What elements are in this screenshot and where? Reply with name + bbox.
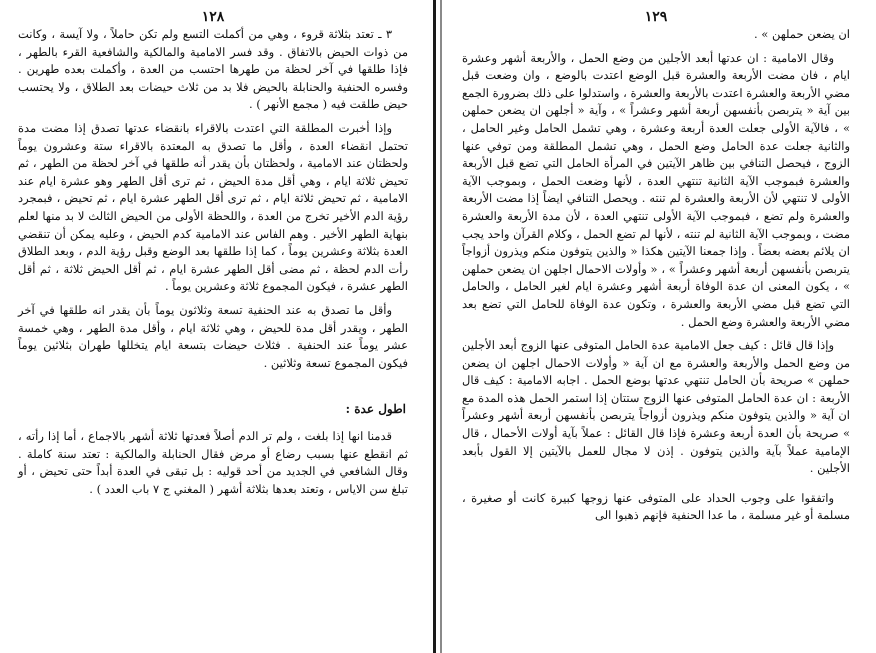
gutter-rule [440,0,442,653]
left-page [0,0,428,653]
paragraph: وإذا أخبرت المطلقة التي اعتدت بالاقراء بانقضاء عدتها تصدق إذا مضت مدة تحتمل انقضاء العدة ، وأقل ما تصدق به المعتدة بالاقراء ستة وعشرون يوماً ولحظتان عند الامامية ، ولحظتان بأن يقدر أنه طلقها في آخر لحظة من الطهر ، ثم تحيض ثلاثة ايام ، وهي أقل مدة الحيض ، ثم ترى أقل الطهر وهو عشرة ايام عند الامامية ، ثم تحيض ثلاثة ايام ، ثم ترى أقل الطهر عشرة ايام ، ثم تحيض ، فبمجرد رؤية الدم الأخير تخرج من العدة ، واللحظة الأولى من الحيض الثالث لا بد منها لعلم بنهاية الطهر الأخير . وهم الفاس عند الامامية كدم الحيض ، وعليه يمكن أن تنقضي العدة بثلاثة وعشرين يوماً ، كما إذا طلقها بعد الوضع وقبل رؤية الدم ، وبعد الطلاق رأت الدم لحظة ، ثم مضى أقل الطهر عشرة ايام ، ثم أقل الحيض ثلاثة ، ثم أقل الطهر عشرة ، فيكون المجموع ثلاثة وعشرين يوماً . [18,120,408,294]
right-page [448,0,876,653]
paragraph: وإذا قال قائل : كيف جعل الامامية عدة الحامل المتوفى عنها الزوج أبعد الأجلين من وضع الحمل والأربعة والعشرة مع ان آية « وأولات الاحمال اجلهن ان يضعن حملهن » صريحة بأن الحامل تنتهي عدتها بوضع الحمل . اجابه الامامية : كيف قال الأربعة : ان عدة الحامل المتوفى عنها الزوج ستتان إذا استمر الحمل هذه المدة مع ان آية « والذين يتوفون منكم ويذرون أزواجاً يتربصن بأنفسهن أربعة أشهر وعشراً » صريحة بأن العدة أربعة وعشرة فإذا قال القائل : عملاً بآية أولات الأحمال ، قال الإمامية عملاً بآية والذين يتوفون . إذن لا مجال للعمل بالآيتين إلا القول بأبعد الأجلين . [462,338,850,476]
paragraph: وأقل ما تصدق به عند الحنفية تسعة وثلاثون يوماً بأن يقدر انه طلقها في آخر الطهر ، ويقدر أقل مدة للحيض ، وهي ثلاثة ايام ، وأقل مدة الطهر ، وهي خمسة عشر يوماً عند الحنفية . فثلاث حيضات بتسعة ايام يتخللها طهران بثلاثين يوماً فيكون المجموع تسعة وثلاثين . [18,302,408,370]
page-number: ١٢٨ [201,9,225,25]
paragraph: ان يضعن حملهن » . [753,27,850,41]
paragraph: ٣ ـ تعتد بثلاثة قروء ، وهي من أكملت التسع ولم تكن حاملاً ، ولا آيسة ، وكانت من ذوات الحيض بالاتفاق . وقد فسر الامامية والمالكية والشافعية القرء بالطهر ، فإذا طلقها في آخر لحظة من طهرها احتسب من العدة ، وأكملت بعده طهرين . وفسره الحنفية والحنابلة بالحيض فلا بد من ثلاث حيضات بعد الطلاق ، ولا يحتسب حيض طلقت فيه ( مجمع الأنهر ) . [18,27,408,112]
paragraph: قدمنا انها إذا بلغت ، ولم تر الدم أصلاً فعدتها ثلاثة أشهر بالاجماع ، أما إذا رأته ، ثم انقطع عنها بسبب رضاع أو مرض فقال الحنابلة والمالكية : تعتد سنة كاملة . وقال الشافعي في الجديد من أحد قوليه : بل تبقى في العدة أبداً حتى تحيض ، أو تبلغ سن الاياس ، وتعتد بعدها بثلاثة أشهر ( المغني ج ٧ باب العدد ) . [18,429,408,497]
paragraph: وقال الامامية : ان عدتها أبعد الأجلين من وضع الحمل ، والأربعة أشهر وعشرة ايام ، فان مضت الأربعة والعشرة قبل الوضع اعتدت بالوضع ، وان وضعت قبل مضي الأربعة والعشرة اعتدت بالأربعة والعشرة ، واستدلوا على ذلك بضرورة الجمع بين آية « يتربصن بأنفسهن أربعة أشهر وعشراً » ، وآية « أجلهن ان يضعن حملهن » ، فالآية الأولى جعلت العدة أربعة وعشرة ، وهي تشمل الحامل وغير الحامل ، والثانية جعلت عدة الحامل وضع الحمل ، وهي تشمل المطلقة ومن توفي عنها الزوج ، فيحصل التنافي بين ظاهر الآيتين في المرأة الحامل التي تضع قبل الأربعة والعشرة فبموجب الآية الثانية تنتهي العدة ، لأنها وضعت الحمل ، وبموجب الآية الأولى لا تنتهي لأن الأربعة والعشرة لم تنته . ويحصل التنافي ايضاً إذا مضت الأربعة والعشرة ولم تضع ، فبموجب الآية الأولى تنتهي العدة ، لأن مدة الأربعة والعشرة مضت ، وبموجب الآية الثانية لم تنته ، لأنها لم تضع الحمل ، وكلام القرآن واحد يجب ان يلائم بعضه بعضاً . وإذا جمعنا الآيتين هكذا « والذين يتوفون منكم ويذرون أزواجاً يتربصن بأنفسهن أربعة أشهر وعشراً » ، « وأولات الاحمال اجلهن ان يضعن حملهن » ، يكون المعنى ان عدة الوفاة أربعة أشهر وعشرة ايام لغير الحامل ، والحامل التي تضع قبل مضي الأربعة والعشرة ، وتكون عدة الوفاة للحامل التي تضع بعد مضي الأربعة والعشرة وضع الحمل . [462,50,850,329]
gutter-rule [433,0,436,653]
paragraph: واتفقوا على وجوب الحداد على المتوفى عنها زوجها كبيرة كانت أو صغيرة ، مسلمة أو غير مسلمة ، ما عدا الحنفية فإنهم ذهبوا الى [462,490,850,523]
page-number: ١٢٩ [644,9,668,25]
book-gutter [428,0,448,653]
section-heading: اطول عدة : [345,402,406,417]
